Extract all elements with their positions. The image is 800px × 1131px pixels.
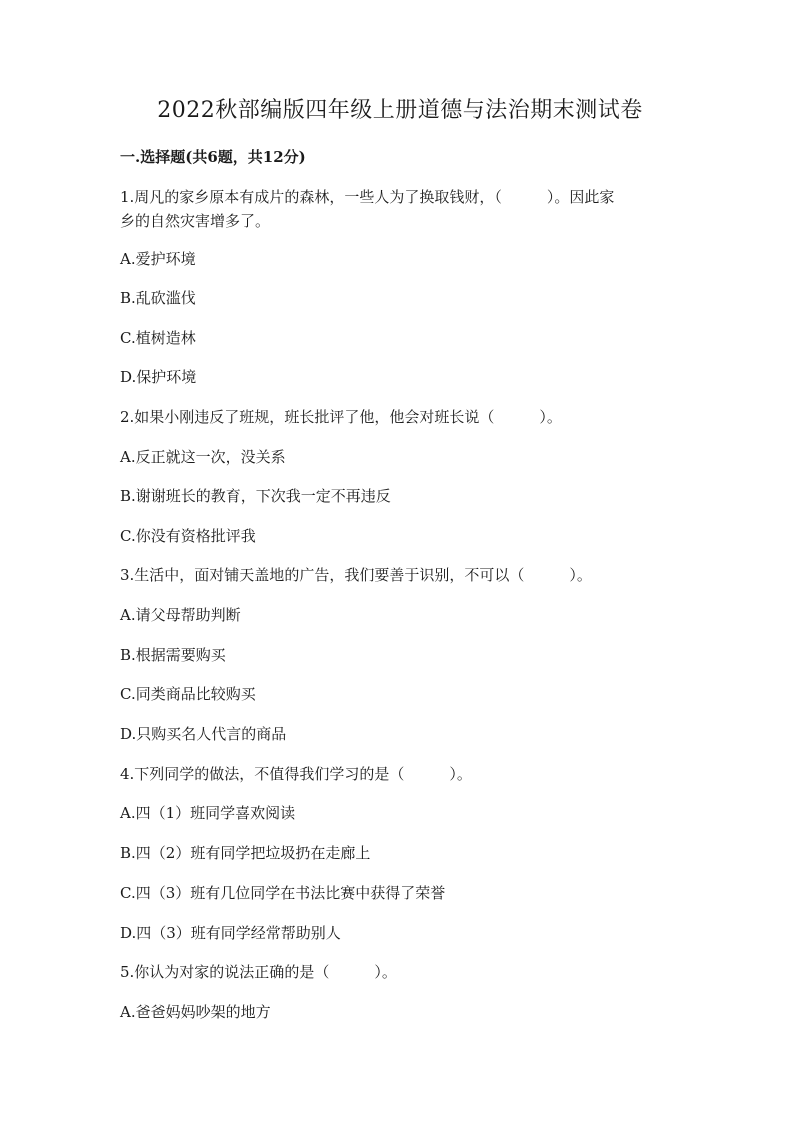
question-5-stem: 5.你认为对家的说法正确的是（ ）。 xyxy=(120,963,397,981)
question-4-option-b: B.四（2）班有同学把垃圾扔在走廊上 xyxy=(120,844,371,862)
question-2-option-c: C.你没有资格批评我 xyxy=(120,527,256,545)
question-4-option-a: A.四（1）班同学喜欢阅读 xyxy=(120,804,296,822)
question-2-stem: 2.如果小刚违反了班规，班长批评了他，他会对班长说（ ）。 xyxy=(120,408,562,426)
question-1-stem-line-2: 乡的自然灾害增多了。 xyxy=(120,212,271,230)
section-heading: 一.选择题(共6题，共12分) xyxy=(120,148,306,166)
question-4-stem: 4.下列同学的做法，不值得我们学习的是（ ）。 xyxy=(120,765,472,783)
question-2-option-b: B.谢谢班长的教育，下次我一定不再违反 xyxy=(120,487,391,505)
question-1-option-b: B.乱砍滥伐 xyxy=(120,289,196,307)
question-3-option-b: B.根据需要购买 xyxy=(120,646,226,664)
question-3-option-a: A.请父母帮助判断 xyxy=(120,606,241,624)
question-1-stem-line-1: 1.周凡的家乡原本有成片的森林，一些人为了换取钱财，（ ）。因此家 xyxy=(120,188,615,206)
page-title: 2022秋部编版四年级上册道德与法治期末测试卷 xyxy=(157,98,643,123)
question-1-option-d: D.保护环境 xyxy=(120,368,197,386)
question-4-option-d: D.四（3）班有同学经常帮助别人 xyxy=(120,924,341,942)
question-1-option-a: A.爱护环境 xyxy=(120,250,196,268)
question-5-option-a: A.爸爸妈妈吵架的地方 xyxy=(120,1003,271,1021)
question-1-option-c: C.植树造林 xyxy=(120,329,196,347)
question-2-option-a: A.反正就这一次，没关系 xyxy=(120,448,286,466)
question-4-option-c: C.四（3）班有几位同学在书法比赛中获得了荣誉 xyxy=(120,884,446,902)
question-3-option-d: D.只购买名人代言的商品 xyxy=(120,725,287,743)
question-3-stem: 3.生活中，面对铺天盖地的广告，我们要善于识别，不可以（ ）。 xyxy=(120,566,592,584)
question-3-option-c: C.同类商品比较购买 xyxy=(120,685,256,703)
